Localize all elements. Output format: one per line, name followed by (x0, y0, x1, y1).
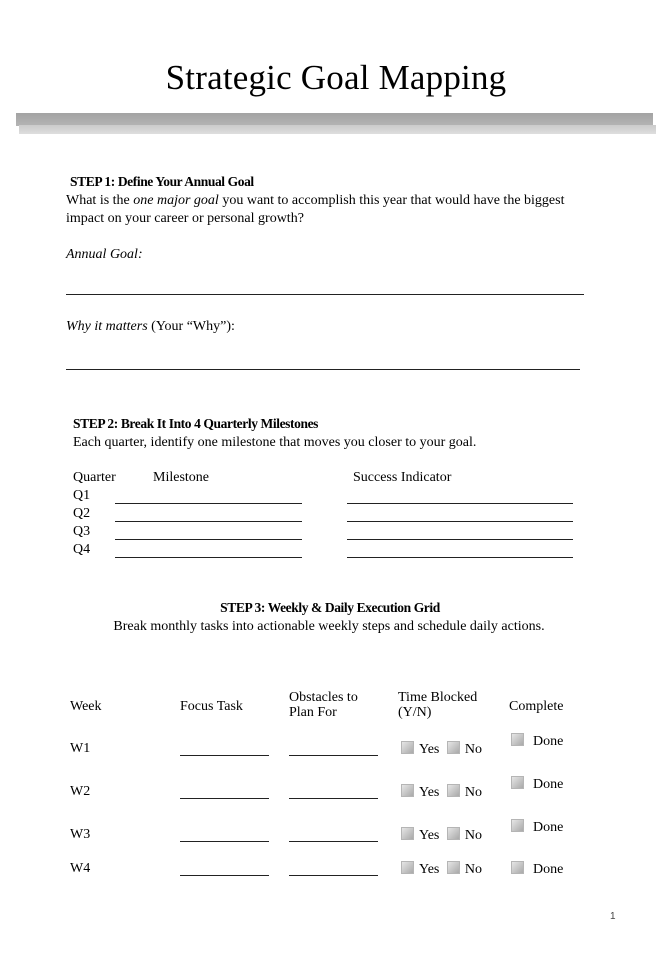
success-indicator-input-line[interactable] (347, 503, 573, 504)
focus-task-input-line[interactable] (180, 755, 269, 756)
yes-checkbox[interactable] (401, 741, 414, 754)
complete-option (511, 733, 563, 750)
why-input-line[interactable] (66, 369, 580, 370)
week-label: W3 (70, 827, 91, 842)
step2-heading: STEP 2: Break It Into 4 Quarterly Milestones (73, 416, 319, 431)
quarter-label: Q2 (73, 506, 91, 521)
yes-label: Yes (419, 742, 440, 757)
step1-question-part1: What is the (66, 193, 134, 208)
quarter-label: Q4 (73, 542, 91, 557)
success-indicator-input-line[interactable] (347, 557, 573, 558)
no-checkbox[interactable] (447, 741, 460, 754)
step1-question (66, 192, 626, 228)
done-label: Done (533, 734, 564, 749)
obstacles-input-line[interactable] (289, 841, 378, 842)
step1-question-part2: you want to accomplish this year that would have the biggest (218, 193, 565, 208)
yes-label: Yes (419, 785, 440, 800)
success-indicator-input-line[interactable] (347, 521, 573, 522)
obstacles-input-line[interactable] (289, 875, 378, 876)
quarter-label: Q1 (73, 488, 91, 503)
focus-task-input-line[interactable] (180, 875, 269, 876)
col-header-week: Week (70, 699, 102, 714)
step1-heading: STEP 1: Define Your Annual Goal (70, 174, 254, 189)
no-checkbox[interactable] (447, 827, 460, 840)
col-header-complete: Complete (509, 699, 564, 714)
done-checkbox[interactable] (511, 861, 524, 874)
focus-task-input-line[interactable] (180, 841, 269, 842)
no-label: No (464, 785, 482, 800)
quarter-label: Q3 (73, 524, 91, 539)
obstacles-input-line[interactable] (289, 755, 378, 756)
yes-checkbox[interactable] (401, 861, 414, 874)
week-label: W4 (70, 861, 91, 876)
step3-description: Break monthly tasks into actionable weekly steps and schedule daily actions. (113, 619, 545, 634)
yes-checkbox[interactable] (401, 827, 414, 840)
step1-question-emphasis: one major goal (133, 193, 219, 208)
col-header-time-blocked (398, 690, 477, 720)
no-label: No (464, 862, 482, 877)
no-label: No (464, 742, 482, 757)
yes-checkbox[interactable] (401, 784, 414, 797)
done-label: Done (533, 777, 564, 792)
title-divider-shadow (19, 125, 656, 134)
why-label-emphasis: Why it matters (66, 319, 148, 334)
no-checkbox[interactable] (447, 784, 460, 797)
why-label-rest: (Your “Why”): (147, 319, 235, 334)
time-blocked-options (401, 741, 482, 758)
milestone-input-line[interactable] (115, 521, 302, 522)
week-label: W1 (70, 741, 91, 756)
milestone-input-line[interactable] (115, 557, 302, 558)
step1-question-line2: impact on your career or personal growth? (66, 211, 304, 226)
col-header-time-blocked-line1: Time Blocked (398, 690, 478, 705)
done-label: Done (533, 820, 564, 835)
complete-option (511, 819, 563, 836)
page-number: 1 (610, 911, 616, 922)
done-checkbox[interactable] (511, 733, 524, 746)
col-header-milestone: Milestone (153, 470, 209, 485)
milestone-input-line[interactable] (115, 539, 302, 540)
col-header-obstacles (289, 690, 358, 720)
why-it-matters-label (66, 318, 235, 336)
col-header-quarter: Quarter (73, 470, 116, 485)
success-indicator-input-line[interactable] (347, 539, 573, 540)
col-header-obstacles-line2: Plan For (289, 705, 337, 720)
no-label: No (464, 828, 482, 843)
annual-goal-input-line[interactable] (66, 294, 584, 295)
focus-task-input-line[interactable] (180, 798, 269, 799)
time-blocked-options (401, 827, 482, 844)
time-blocked-options (401, 861, 482, 878)
col-header-focus-task: Focus Task (180, 699, 243, 714)
done-checkbox[interactable] (511, 776, 524, 789)
complete-option (511, 861, 563, 878)
step2-description: Each quarter, identify one milestone that moves you closer to your goal. (73, 435, 477, 450)
time-blocked-options (401, 784, 482, 801)
col-header-obstacles-line1: Obstacles to (289, 690, 358, 705)
milestone-input-line[interactable] (115, 503, 302, 504)
col-header-success-indicator: Success Indicator (353, 470, 452, 485)
done-label: Done (533, 862, 564, 877)
page-title: Strategic Goal Mapping (165, 58, 507, 97)
complete-option (511, 776, 563, 793)
annual-goal-label: Annual Goal: (66, 247, 143, 262)
yes-label: Yes (419, 862, 440, 877)
step3-heading: STEP 3: Weekly & Daily Execution Grid (220, 600, 440, 615)
no-checkbox[interactable] (447, 861, 460, 874)
week-label: W2 (70, 784, 91, 799)
col-header-time-blocked-line2: (Y/N) (398, 705, 432, 720)
yes-label: Yes (419, 828, 440, 843)
obstacles-input-line[interactable] (289, 798, 378, 799)
done-checkbox[interactable] (511, 819, 524, 832)
